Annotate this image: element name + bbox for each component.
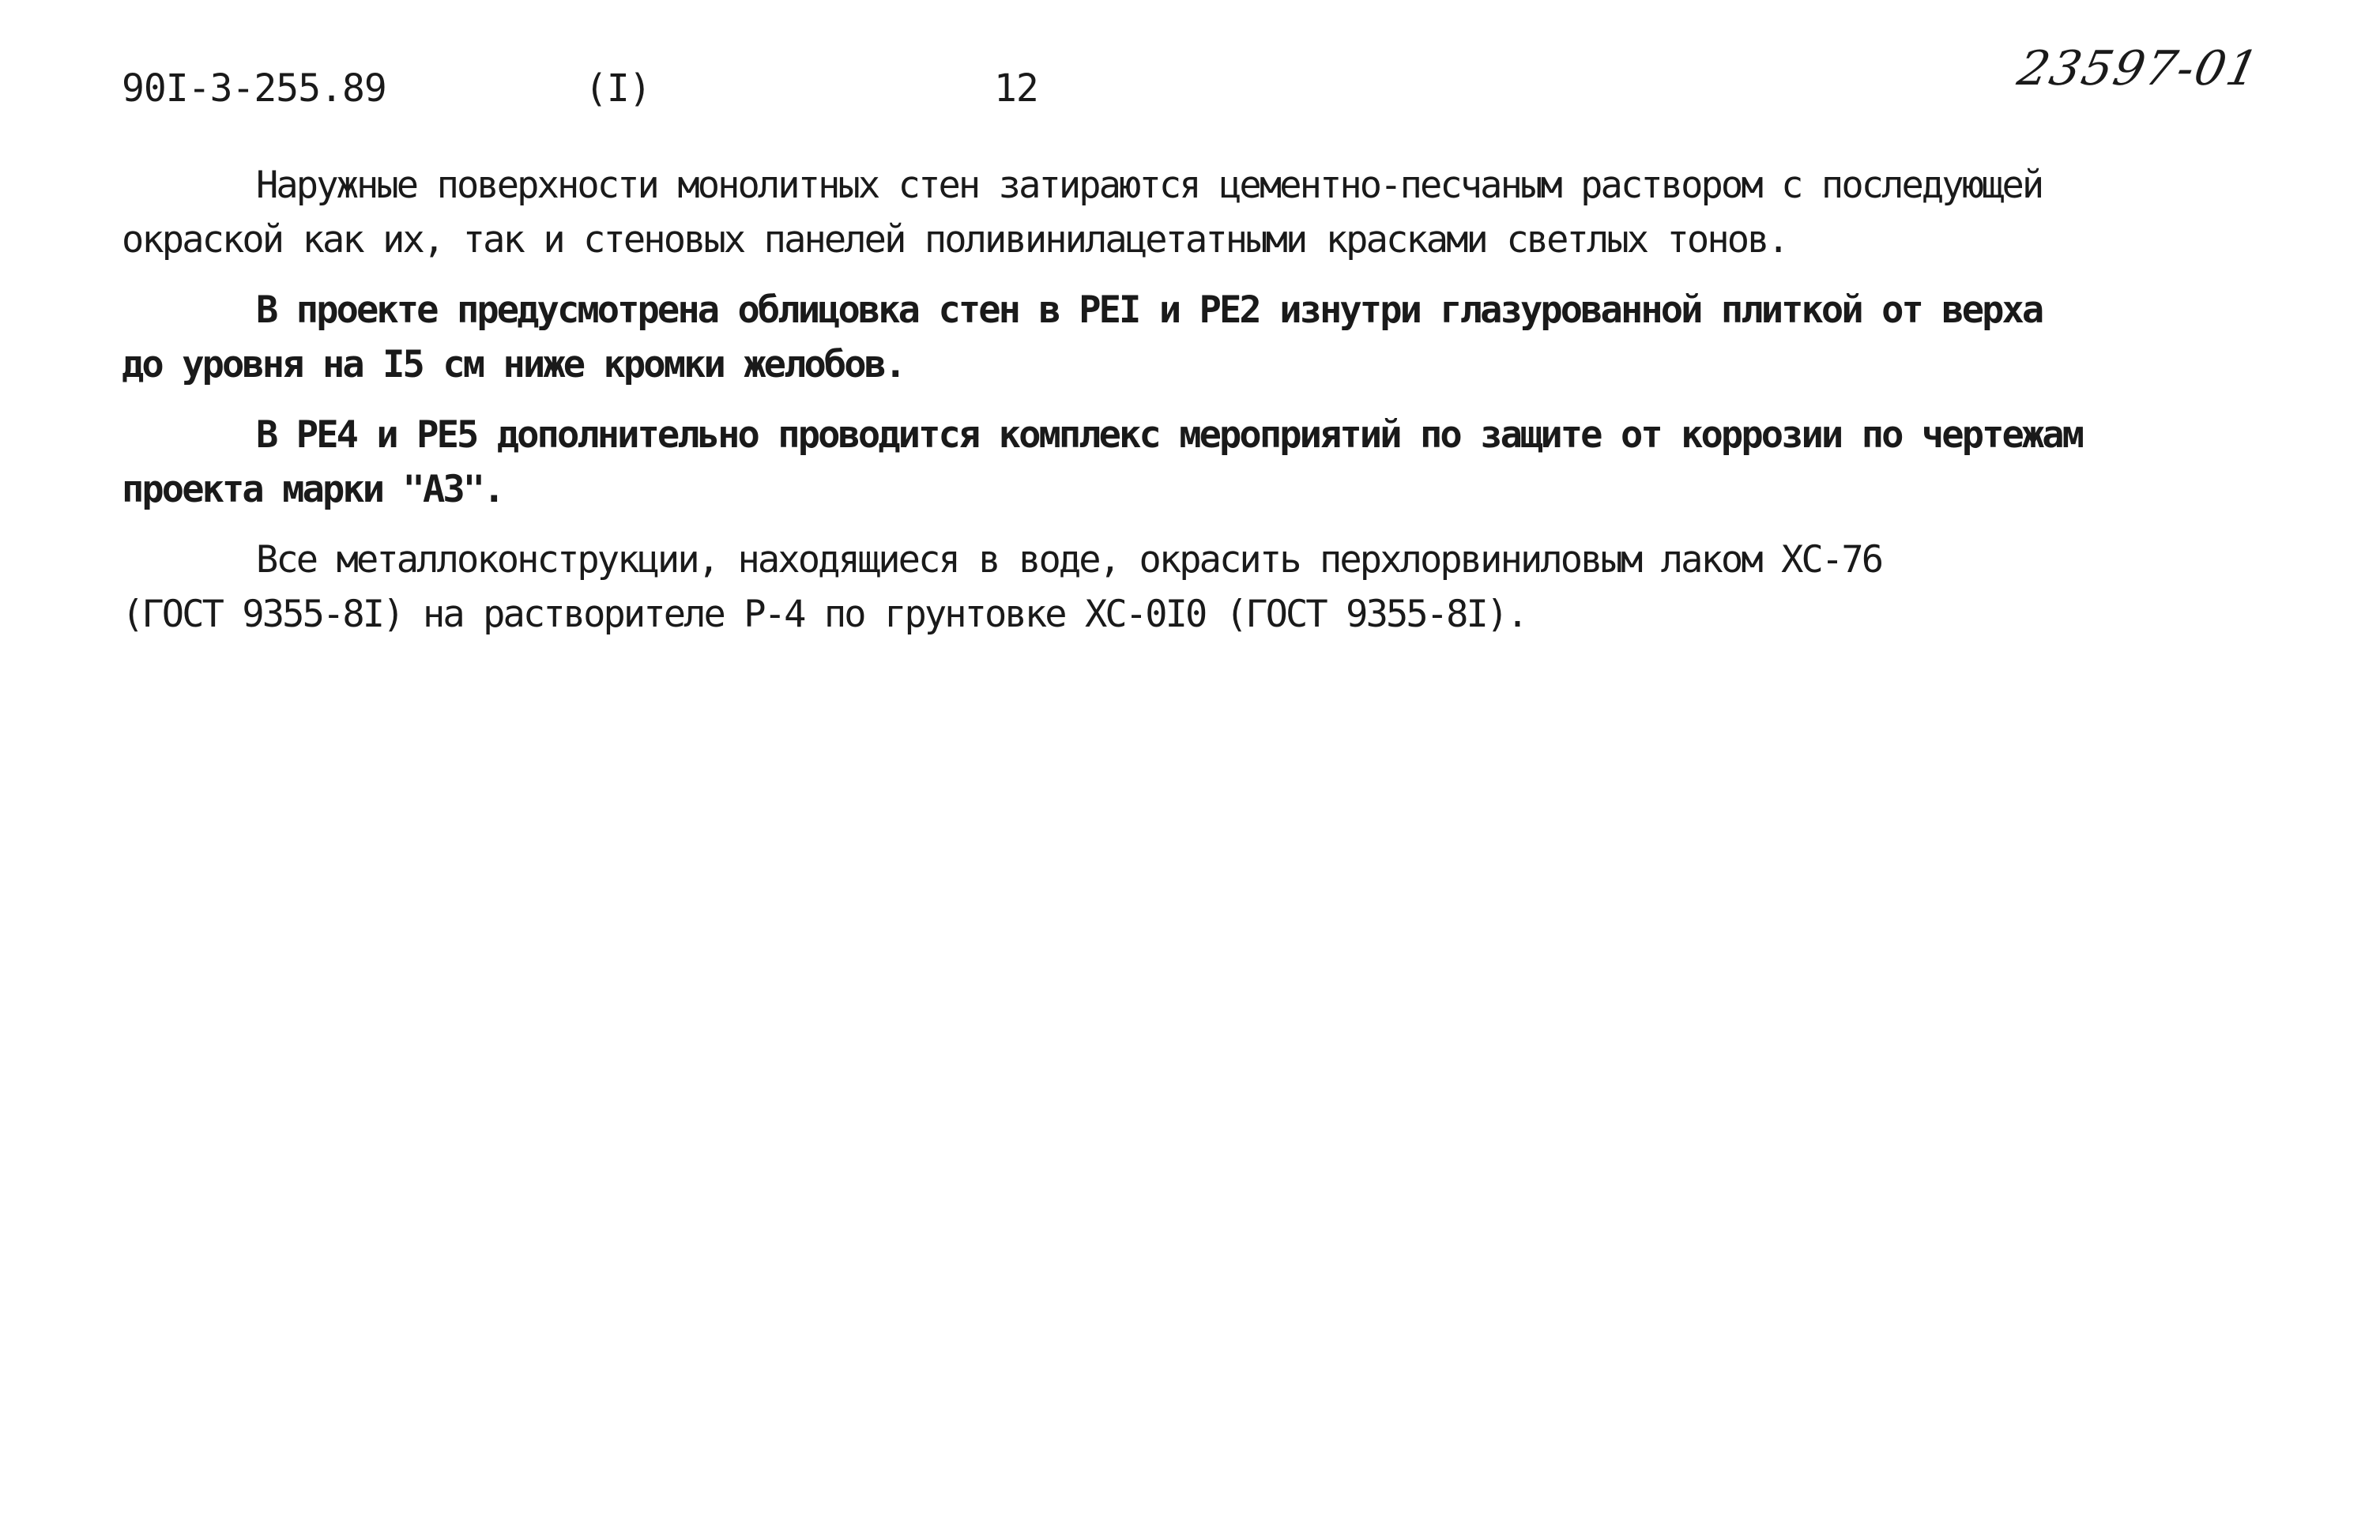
paragraph-metal-coating [122, 533, 2287, 642]
handwritten-inventory-number: 23597-01 [2013, 41, 2265, 96]
document-part: (I) [585, 66, 651, 111]
paragraph-exterior-finish [122, 158, 2287, 267]
paragraph-line: В PE4 и PE5 дополнительно проводится комплекс мероприятий по защите от коррозии по чертежам [256, 413, 2083, 457]
paragraph-line: В проекте предусмотрена облицовка стен в PEI и PE2 изнутри глазурованной плиткой от верха [256, 288, 2043, 332]
page-number: 12 [994, 66, 1038, 111]
body-text [122, 158, 2287, 657]
paragraph-corrosion-protection [122, 408, 2287, 517]
paragraph-line: окраской как их, так и стеновых панелей поливинилацетатными красками светлых тонов. [122, 218, 1787, 262]
paragraph-line: до уровня на I5 см ниже кромки желобов. [122, 343, 905, 386]
paragraph-line: проекта марки "АЗ". [122, 468, 503, 511]
paragraph-line: (ГОСТ 9355-8I) на растворителе Р-4 по грунтовке XC-0I0 (ГОСТ 9355-8I). [122, 593, 1527, 636]
paragraph-tile-cladding [122, 283, 2287, 392]
paragraph-line: Наружные поверхности монолитных стен затираются цементно-песчаным раствором с последующей [256, 164, 2043, 207]
document-code: 90I-3-255.89 [122, 66, 386, 111]
paragraph-line: Все металлоконструкции, находящиеся в воде, окрасить перхлорвиниловым лаком XC-76 [256, 538, 1882, 582]
